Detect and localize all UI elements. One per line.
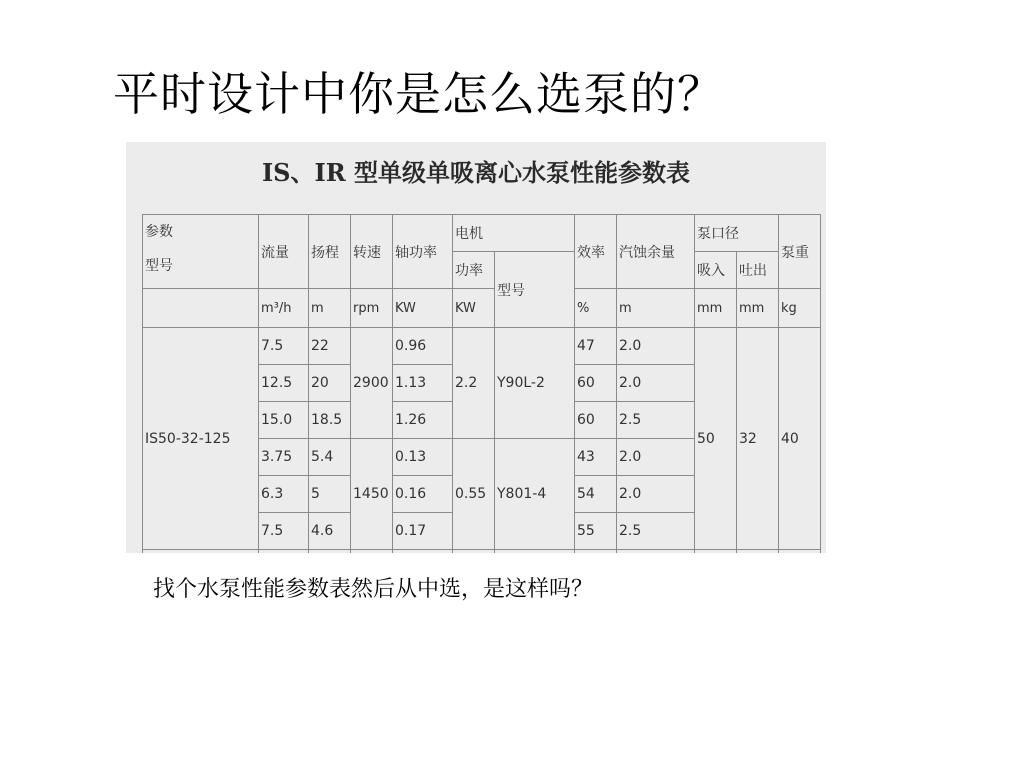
shaft-power-cell: 0.17: [393, 513, 453, 550]
flow-cell: 15.0: [259, 402, 309, 439]
cropped-cell: [617, 550, 695, 554]
motor-power-cell: 2.2: [453, 328, 495, 439]
slide-caption: 找个水泵性能参数表然后从中选，是这样吗？: [153, 577, 594, 602]
speed-cell: 2900: [351, 328, 393, 439]
pump-model-cell: IS50-32-125: [143, 328, 259, 550]
suction-header: 吸入: [695, 252, 737, 289]
npsh-cell: 2.0: [617, 328, 695, 365]
unit-suction: mm: [695, 289, 737, 328]
param-model-header: [143, 215, 259, 289]
motor-power-header: 功率: [453, 252, 495, 289]
cropped-cell: [495, 550, 575, 554]
npsh-cell: 2.0: [617, 365, 695, 402]
cropped-cell: [351, 550, 393, 554]
shaft-power-cell: 1.13: [393, 365, 453, 402]
motor-power-cell: 0.55: [453, 439, 495, 550]
shaft-power-cell: 1.26: [393, 402, 453, 439]
npsh-cell: 2.5: [617, 513, 695, 550]
shaft-power-cell: 0.13: [393, 439, 453, 476]
flow-cell: 3.75: [259, 439, 309, 476]
cropped-cell: [259, 550, 309, 554]
efficiency-cell: 54: [575, 476, 617, 513]
efficiency-header: 效率: [575, 215, 617, 289]
head-header: 扬程: [309, 215, 351, 289]
cropped-cell: [309, 550, 351, 554]
head-cell: 22: [309, 328, 351, 365]
head-cell: 18.5: [309, 402, 351, 439]
speed-cell: 1450: [351, 439, 393, 550]
weight-header: 泵重: [779, 215, 821, 289]
cropped-cell: [779, 550, 821, 554]
suction-cell: 50: [695, 328, 737, 550]
npsh-cell: 2.0: [617, 476, 695, 513]
discharge-cell: 32: [737, 328, 779, 550]
npsh-cell: 2.5: [617, 402, 695, 439]
head-cell: 5: [309, 476, 351, 513]
flow-cell: 6.3: [259, 476, 309, 513]
unit-weight: kg: [779, 289, 821, 328]
cropped-cell: [393, 550, 453, 554]
cropped-cell: [695, 550, 737, 554]
shaft-power-cell: 0.96: [393, 328, 453, 365]
motor-model-cell: Y801-4: [495, 439, 575, 550]
unit-flow: m³/h: [259, 289, 309, 328]
cropped-cell: [143, 550, 259, 554]
head-cell: 5.4: [309, 439, 351, 476]
pump-table-image: [126, 142, 826, 553]
model-header-blank: [143, 289, 259, 328]
flow-header: 流量: [259, 215, 309, 289]
head-cell: 4.6: [309, 513, 351, 550]
cropped-cell: [575, 550, 617, 554]
unit-motor-power: KW: [453, 289, 495, 328]
table-title: IS、IR 型单级单吸离心水泵性能参数表: [261, 158, 691, 187]
efficiency-cell: 60: [575, 402, 617, 439]
flow-cell: 7.5: [259, 513, 309, 550]
cropped-cell: [453, 550, 495, 554]
efficiency-cell: 60: [575, 365, 617, 402]
table-row: [143, 328, 821, 365]
unit-npsh: m: [617, 289, 695, 328]
model-label: 型号: [145, 258, 173, 274]
param-label: 参数: [145, 224, 173, 240]
unit-shaft-power: KW: [393, 289, 453, 328]
cropped-cell: [737, 550, 779, 554]
efficiency-cell: 47: [575, 328, 617, 365]
unit-efficiency: %: [575, 289, 617, 328]
weight-cell: 40: [779, 328, 821, 550]
flow-cell: 7.5: [259, 328, 309, 365]
efficiency-cell: 43: [575, 439, 617, 476]
slide-title: 平时设计中你是怎么选泵的？: [113, 67, 724, 121]
unit-head: m: [309, 289, 351, 328]
port-header: 泵口径: [695, 215, 779, 252]
npsh-header: 汽蚀余量: [617, 215, 695, 289]
unit-discharge: mm: [737, 289, 779, 328]
unit-speed: rpm: [351, 289, 393, 328]
speed-header: 转速: [351, 215, 393, 289]
table-row-cropped: [143, 550, 821, 554]
pump-performance-table: [142, 214, 821, 553]
head-cell: 20: [309, 365, 351, 402]
motor-header: 电机: [453, 215, 575, 252]
motor-model-header: 型号: [495, 252, 575, 328]
motor-model-cell: Y90L-2: [495, 328, 575, 439]
efficiency-cell: 55: [575, 513, 617, 550]
shaft-power-header: 轴功率: [393, 215, 453, 289]
discharge-header: 吐出: [737, 252, 779, 289]
npsh-cell: 2.0: [617, 439, 695, 476]
shaft-power-cell: 0.16: [393, 476, 453, 513]
flow-cell: 12.5: [259, 365, 309, 402]
